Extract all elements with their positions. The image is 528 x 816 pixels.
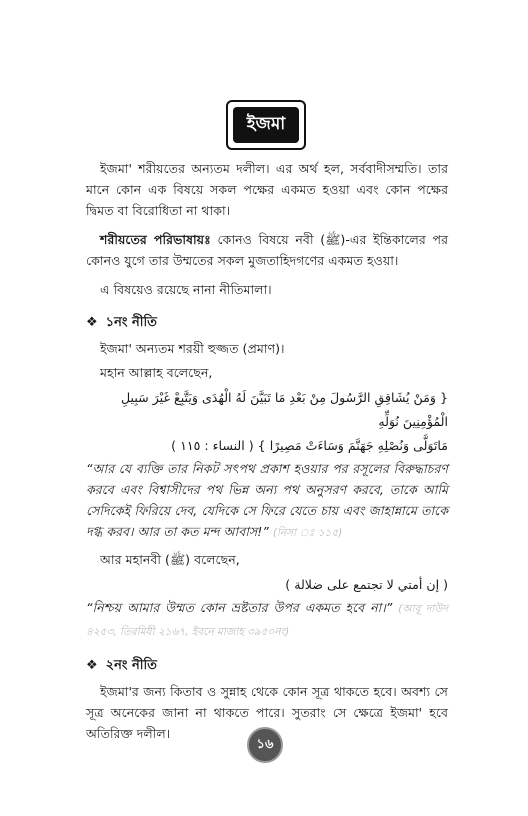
definition-label: শরীয়তের পরিভাষায়ঃ bbox=[100, 232, 211, 247]
page-body bbox=[86, 158, 448, 744]
quran-arabic-line1: { وَمَنْ يُشَاقِقِ الرَّسُولَ مِنْ بَعْدِ مَا تَبَيَّنَ لَهُ الْهُدَى وَيَتَّبِعْ غَيْرَ سَبِيلِ الْمُؤْمِنِينَ نُوَلِّهِ bbox=[121, 390, 448, 429]
hadith-translation-text: “নিশ্চয় আমার উম্মত কোন ভ্রষ্টতার উপর একমত হবে না।” bbox=[86, 600, 393, 615]
quran-translation bbox=[86, 458, 448, 544]
section1-line2: মহান আল্লাহ বলেছেন, bbox=[100, 365, 213, 380]
hadith-translation bbox=[86, 597, 448, 643]
section1-heading bbox=[86, 312, 448, 334]
chapter-title: ইজমা bbox=[233, 107, 299, 143]
section2-heading bbox=[86, 655, 448, 677]
page-number: ১৬ bbox=[247, 727, 283, 763]
quran-reference: (নিসা ঃ ১১৫) bbox=[272, 527, 343, 539]
diamond-bullet-icon: ❖ bbox=[86, 658, 98, 673]
section1-line3: আর মহানবী (ﷺ) বলেছেন, bbox=[100, 552, 240, 567]
section1-heading-text: ১নং নীতি bbox=[105, 315, 157, 330]
intro-paragraph: ইজমা' শরীয়তের অন্যতম দলীল। এর অর্থ হল, সর্ববাদীসম্মতি। তার মানে কোন এক বিষয়ে সকল পক্ষের একমত হওয়া এবং কোন পক্ষের দ্বিমত বা বিরোধিতা না থাকা। bbox=[86, 161, 448, 218]
hadith-arabic: ( إن أمتي لا تجتمع على ضلالة ) bbox=[285, 577, 448, 592]
principles-note: এ বিষয়েও রয়েছে নানা নীতিমালা। bbox=[100, 282, 272, 297]
section2-heading-text: ২নং নীতি bbox=[105, 658, 157, 673]
diamond-bullet-icon: ❖ bbox=[86, 315, 98, 330]
definition-paragraph bbox=[86, 229, 448, 271]
hadith-reference: (আবূ দাউদ ৪২৫৩, তিরমিযী ২১৬৭, ইবনে মাজাহ ৩৯৫০নং) bbox=[86, 603, 448, 638]
quran-arabic-line2: مَاتَوَلَّى وَنُصْلِهِ جَهَنَّمَ وَسَاءَتْ مَصِيرًا } ( النساء : ١١٥ ) bbox=[171, 438, 448, 453]
quran-translation-text: “আর যে ব্যক্তি তার নিকট সৎপথ প্রকাশ হওয়ার পর রসূলের বিরুদ্ধাচরণ করবে এবং বিশ্বাসীদের পথ ভিন্ন অন্য পথ অনুসরণ করবে, তাকে আমি সেদিকেই ফিরিয়ে দেব, যেদিকে সে ফিরে যেতে চায় এবং জাহান্নামে তাকে দগ্ধ করব। আর তা কত মন্দ আবাস!” bbox=[86, 461, 448, 539]
section2-paragraph: ইজমা'র জন্য কিতাব ও সুন্নাহ থেকে কোন সূত্র থাকতে হবে। অবশ্য সে সূত্র অনেকের জানা না থাকতে পারে। সুতরাং সে ক্ষেত্রে ইজমা' হবে অতিরিক্ত দলীল। bbox=[86, 684, 448, 741]
definition-text: কোনও বিষয়ে নবী (ﷺ)-এর ইন্তিকালের পর কোনও যুগে তার উম্মতের সকল মুজতাহিদগণের একমত হওয়া। bbox=[86, 232, 449, 268]
section1-line1: ইজমা' অন্যতম শরয়ী হুজ্জত (প্রমাণ)। bbox=[100, 341, 285, 356]
